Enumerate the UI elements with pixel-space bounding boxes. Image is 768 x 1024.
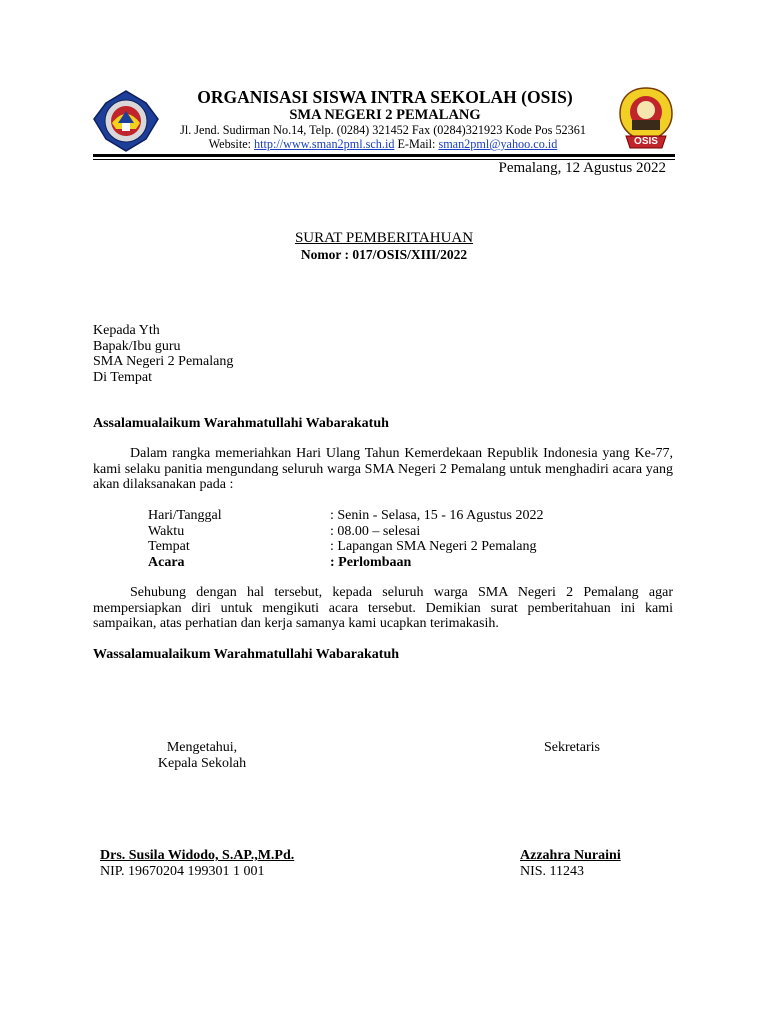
contact-line <box>150 137 616 152</box>
signature-left-id: NIP. 19670204 199301 1 001 <box>100 863 265 879</box>
detail-label: Tempat <box>148 539 190 554</box>
detail-label: Waktu <box>148 523 185 539</box>
signature-left-line2: Kepala Sekolah <box>157 755 247 771</box>
signature-right-name: Azzahra Nuraini <box>520 848 621 863</box>
recipient-line: Di Tempat <box>93 369 153 385</box>
signature-left-name: Drs. Susila Widodo, S.AP.,M.Pd. <box>100 848 295 863</box>
org-title: ORGANISASI SISWA INTRA SEKOLAH (OSIS) <box>197 87 573 107</box>
body-paragraph: Dalam rangka memeriahkan Hari Ulang Tahun Kemerdekaan Republik Indonesia yang Ke-77, kami selaku panitia mengundang seluruh warga SMA Negeri 2 Pemalang untuk menghadiri acara yang akan dilaksanakan pada : <box>93 446 673 492</box>
closing-greeting: Wassalamualaikum Warahmatullahi Wabarakatuh <box>93 647 400 662</box>
website-link[interactable]: http://www.sman2pml.sch.id <box>254 137 395 151</box>
detail-label: Hari/Tanggal <box>148 508 222 523</box>
signature-right-id: NIS. 11243 <box>520 863 585 879</box>
school-name: SMA NEGERI 2 PEMALANG <box>289 107 481 123</box>
closing-paragraph: Sehubung dengan hal tersebut, kepada seluruh warga SMA Negeri 2 Pemalang agar mempersiapkan diri untuk mengikuti acara tersebut. Demikian surat pemberitahuan ini kami sampaikan, atas perhatian dan kerja samanya kami ucapkan terimakasih. <box>93 585 673 631</box>
detail-label: Acara <box>148 554 185 570</box>
opening-greeting: Assalamualaikum Warahmatullahi Wabarakatuh <box>93 416 389 431</box>
signature-left-line1: Mengetahui, <box>166 740 238 755</box>
detail-value: : 08.00 – selesai <box>330 523 421 539</box>
detail-value: : Lapangan SMA Negeri 2 Pemalang <box>330 539 537 554</box>
letter-title: SURAT PEMBERITAHUAN <box>294 230 474 246</box>
recipient-line: Kepada Yth <box>93 323 160 338</box>
recipient-line: Bapak/Ibu guru <box>93 338 181 354</box>
detail-value: : Senin - Selasa, 15 - 16 Agustus 2022 <box>330 508 544 523</box>
recipient-line: SMA Negeri 2 Pemalang <box>93 354 234 369</box>
osis-logo-text: OSIS <box>634 136 658 147</box>
website-label: Website: <box>208 137 251 151</box>
osis-logo <box>618 86 674 152</box>
header-rule-thick <box>93 154 675 157</box>
letter-number: Nomor : 017/OSIS/XIII/2022 <box>300 247 468 262</box>
email-label: E-Mail: <box>397 137 436 151</box>
email-link[interactable]: sman2pml@yahoo.co.id <box>438 137 558 151</box>
letter-date: Pemalang, 12 Agustus 2022 <box>498 160 666 176</box>
school-address: Jl. Jend. Sudirman No.14, Telp. (0284) 321452 Fax (0284)321923 Kode Pos 52361 <box>180 123 586 137</box>
signature-right-line1: Sekretaris <box>544 740 600 755</box>
detail-value: : Perlombaan <box>330 554 412 570</box>
